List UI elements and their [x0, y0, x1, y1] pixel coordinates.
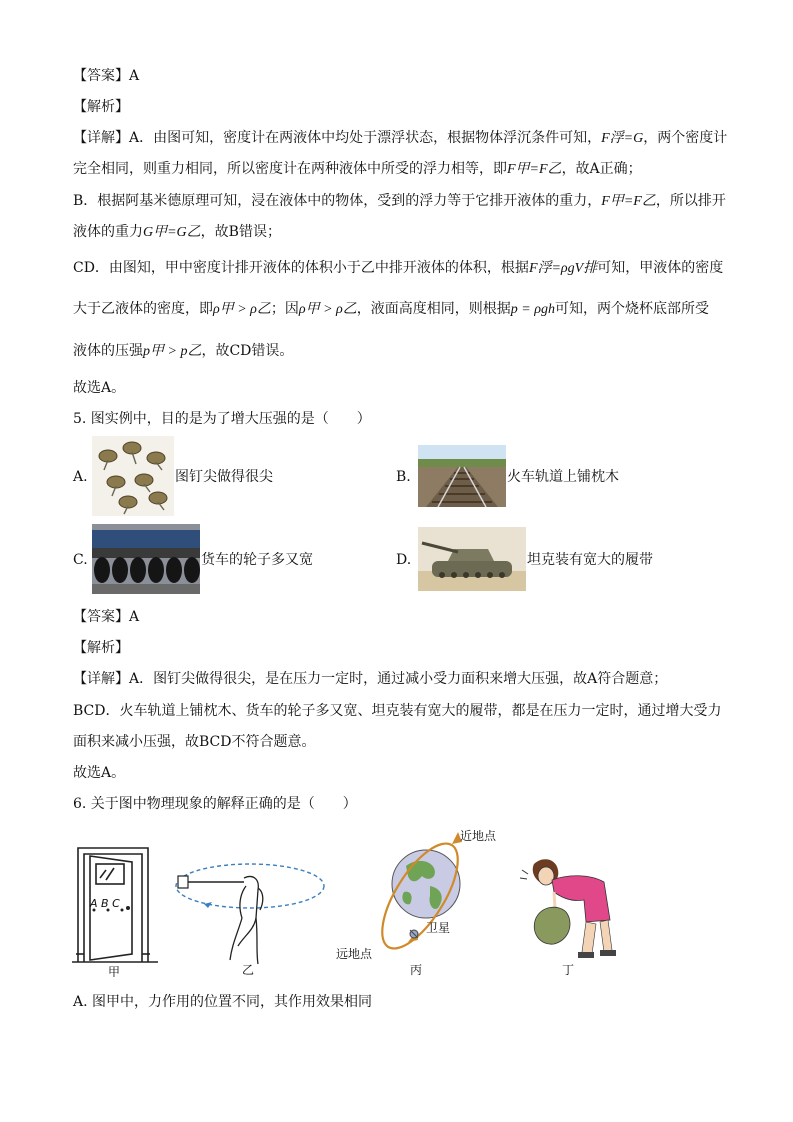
explanation-line-6: 大于乙液体的密度，即ρ甲 > ρ乙；因ρ甲 > ρ乙，液面高度相同，则根据p = ρgh可知，两个烧杯底部所受 [73, 301, 709, 317]
option-b-letter: B. [396, 469, 411, 485]
truck-image [92, 524, 200, 594]
option-c-caption: 货车的轮子多又宽 [201, 552, 313, 568]
question-6: 6. 关于图中物理现象的解释正确的是（ ） [73, 796, 357, 812]
analysis-label: 【解析】 [73, 99, 129, 115]
explanation-line-5: CD．由图知，甲中密度计排开液体的体积小于乙中排开液体的体积，根据F浮=ρgV排可知，甲液体的密度 [73, 260, 724, 276]
label-yi: 乙 [242, 963, 255, 977]
answer-line [73, 607, 139, 627]
answer-value: A [129, 68, 140, 84]
label-bing: 丙 [410, 963, 423, 977]
explanation-line-7: 液体的压强p甲 > p乙，故CD错误。 [73, 343, 294, 359]
tank-image [418, 527, 526, 591]
satellite-orbit-figure [330, 826, 500, 978]
satellite-label: 卫星 [426, 921, 451, 935]
question-5: 5. 图实例中，目的是为了增大压强的是（ ） [73, 411, 371, 427]
formula: F浮=G [601, 131, 644, 146]
option-d-letter: D. [396, 552, 412, 568]
answer-value: A [129, 609, 140, 625]
formula: p = ρgh [510, 302, 555, 317]
conclusion: 故选A。 [73, 765, 126, 781]
formula: p甲 > p乙 [143, 344, 202, 359]
conclusion: 故选A。 [73, 380, 126, 396]
answer-label: 【答案】 [73, 68, 129, 84]
explanation-line-2: BCD．火车轨道上铺枕木、货车的轮子多又宽、坦克装有宽大的履带，都是在压力一定时，通过增大受力 [73, 703, 722, 719]
formula: F甲=F乙 [601, 194, 656, 209]
explanation-line-1: 【详解】A．由图可知，密度计在两液体中均处于漂浮状态，根据物体浮沉条件可知，F浮=G，两个密度计 [73, 130, 728, 146]
perigee-label: 近地点 [460, 829, 497, 843]
door-figure [72, 842, 162, 977]
explanation-line-3: B．根据阿基米德原理可知，浸在液体中的物体，受到的浮力等于它排开液体的重力，F甲=F乙，所以排开 [73, 193, 726, 209]
abc-points-label: A B C [90, 897, 120, 910]
answer-line [73, 66, 139, 86]
formula: ρ甲 > ρ乙 [213, 302, 271, 317]
option-a-letter: A. [73, 469, 88, 485]
formula: F浮=ρgV排 [528, 261, 598, 276]
answer-label: 【答案】 [73, 609, 129, 625]
apogee-label: 远地点 [336, 947, 373, 961]
explanation-line-4: 液体的重力G甲=G乙，故B错误； [73, 224, 281, 240]
label-ding: 丁 [562, 963, 575, 977]
formula: F甲=F乙 [507, 162, 562, 177]
option-b-caption: 火车轨道上铺枕木 [507, 469, 619, 485]
explanation-line-3: 面积来减小压强，故BCD不符合题意。 [73, 734, 316, 750]
circular-motion-figure [172, 848, 328, 978]
explanation-line-1: 【详解】A．图钉尖做得很尖，是在压力一定时，通过减小受力面积来增大压强，故A符合题意； [73, 671, 668, 687]
option-a-caption: 图钉尖做得很尖 [175, 469, 273, 485]
option-a: A. 图甲中，力作用的位置不同，其作用效果相同 [73, 994, 373, 1010]
formula: G甲=G乙 [143, 225, 201, 240]
option-c-letter: C. [73, 552, 88, 568]
explanation-line-2: 完全相同，则重力相同，所以密度计在两种液体中所受的浮力相等，即F甲=F乙，故A正确； [73, 161, 642, 177]
formula: ρ甲 > ρ乙 [298, 302, 357, 317]
option-d-caption: 坦克装有宽大的履带 [527, 552, 653, 568]
railway-image [418, 445, 506, 507]
label-jia: 甲 [108, 965, 121, 977]
girl-lifting-figure [512, 852, 622, 978]
analysis-label: 【解析】 [73, 640, 129, 656]
thumbtacks-image [92, 436, 174, 516]
